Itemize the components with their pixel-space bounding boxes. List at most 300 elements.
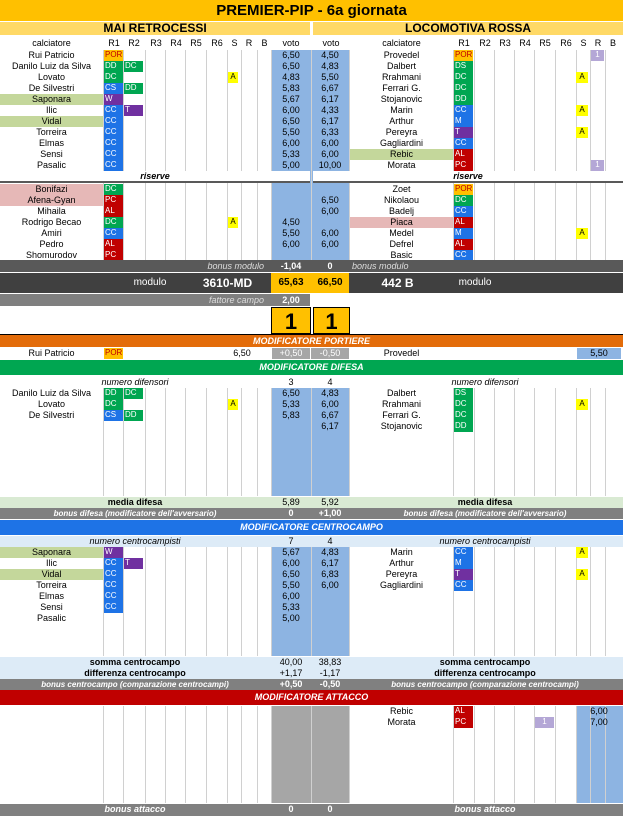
attacco-home-bonus: 0 — [288, 804, 294, 814]
col-header: voto — [282, 38, 300, 48]
difesa-home-media: 5,89 — [282, 497, 300, 507]
col-header: R6 — [211, 38, 223, 48]
difesa-away-num: 4 — [327, 377, 333, 387]
attacco-away-bonus: 0 — [327, 804, 333, 814]
role-badge: CC — [104, 127, 123, 138]
role-badge: CC — [104, 591, 123, 602]
centro-away-row — [0, 569, 623, 580]
role-badge: CC — [104, 105, 123, 116]
s-flag: A — [228, 399, 238, 410]
reserve-away-name: Basic — [390, 250, 413, 260]
difesa-away-row — [0, 421, 623, 432]
role-badge: POR — [455, 184, 473, 193]
starter-home-name: Ilic — [46, 105, 57, 115]
starter-away-name: Rebic — [350, 149, 453, 160]
portiere-home-mod: +0,50 — [272, 348, 310, 359]
starter-home-name: Lovato — [37, 72, 66, 82]
team-header: MAI RETROCESSI — [0, 22, 310, 35]
reserve-away-vote: 6,50 — [321, 195, 339, 205]
role-badge: CC — [104, 558, 123, 569]
centro-bonus-label: bonus centrocampo (comparazione centrocampi) — [41, 680, 229, 689]
role-badge: POR — [105, 50, 123, 59]
role-badge: M — [454, 116, 473, 127]
starter-home-vote: 5,00 — [282, 160, 300, 170]
attacco-bonus-label: bonus attacco — [454, 804, 516, 814]
starter-home-name: De Silvestri — [28, 83, 75, 93]
difesa-num-label: numero difensori — [101, 377, 169, 387]
difesa-home-vote: 5,83 — [282, 410, 300, 420]
starter-home-vote: 6,00 — [282, 105, 300, 115]
centro-home-diff: +1,17 — [279, 668, 303, 678]
centro-away-num: 4 — [327, 536, 333, 546]
role-badge: DC — [104, 217, 123, 228]
starter-away-name: Morata — [387, 160, 416, 170]
col-header: R6 — [560, 38, 572, 48]
reserve-home-vote: 6,00 — [282, 239, 300, 249]
starter-home-vote: 5,33 — [282, 149, 300, 159]
centro-away-vote: 6,00 — [321, 580, 339, 590]
role-badge: AL — [454, 149, 473, 160]
role-badge: DC — [454, 410, 473, 421]
r-flag: A — [576, 228, 588, 239]
reserve-away-name: Zoet — [392, 184, 411, 194]
centrocampo-header: MODIFICATORE CENTROCAMPO — [0, 520, 623, 535]
col-header: R — [245, 38, 253, 48]
starter-away-vote: 4,33 — [321, 105, 339, 115]
r-flag: A — [576, 105, 588, 116]
role-badge: W — [104, 94, 123, 105]
difesa-away-vote: 6,17 — [321, 421, 339, 431]
reserve-away-name: Piaca — [350, 217, 453, 228]
col-header: B — [261, 38, 268, 48]
difesa-home-vote: 6,50 — [282, 388, 300, 398]
starter-away-name: Arthur — [389, 116, 414, 126]
starter-home-vote: 5,67 — [282, 94, 300, 104]
divider — [313, 181, 623, 183]
role-badge: AL — [454, 217, 473, 228]
difesa-home-name: De Silvestri — [28, 410, 75, 420]
starter-away-vote: 4,83 — [321, 61, 339, 71]
role-badge: DD — [124, 83, 143, 94]
role-badge: CC — [454, 580, 473, 591]
role-badge: CC — [454, 105, 473, 116]
difesa-home-name: Danilo Luiz da Silva — [11, 388, 92, 398]
centro-diff-label: differenza centrocampo — [434, 668, 536, 678]
role-badge: T — [454, 569, 473, 580]
starter-home-name: Torreira — [36, 127, 67, 137]
starter-away-name: Pereyra — [385, 127, 418, 137]
starter-away-row — [0, 50, 623, 61]
difesa-bonus-label: bonus difesa (modificatore dell'avversario) — [53, 509, 217, 518]
col-header: R1 — [108, 38, 120, 48]
reserve-away-name: Medel — [389, 228, 414, 238]
reserve-home-name: Rodrigo Becao — [21, 217, 82, 227]
centro-home-name: Pasalic — [36, 613, 66, 623]
portiere-row — [0, 348, 623, 359]
role-badge: POR — [455, 50, 473, 59]
role-badge: DD — [104, 388, 123, 399]
difesa-away-row — [0, 410, 623, 421]
attacco-away-row — [0, 717, 623, 728]
role-badge: DC — [454, 83, 473, 94]
centro-home-vote: 6,00 — [282, 591, 300, 601]
starter-home-name: Sensi — [40, 149, 63, 159]
difesa-away-vote: 6,00 — [321, 399, 339, 409]
difesa-away-row — [0, 399, 623, 410]
starter-away-vote: 10,00 — [318, 160, 342, 170]
starter-away-name: Provedel — [383, 50, 420, 60]
role-badge: W — [104, 547, 123, 558]
role-badge: PC — [454, 160, 473, 171]
role-badge: AL — [104, 239, 123, 250]
centro-away-row — [0, 580, 623, 591]
centro-home-name: Torreira — [36, 580, 67, 590]
starter-home-vote: 6,50 — [282, 116, 300, 126]
role-badge: CC — [104, 138, 123, 149]
role-badge: CC — [104, 228, 123, 239]
starter-home-name: Danilo Luiz da Silva — [11, 61, 92, 71]
centro-home-row — [0, 613, 623, 624]
role-badge: AL — [104, 206, 123, 217]
centro-home-vote: 5,67 — [282, 547, 300, 557]
team-header: LOCOMOTIVA ROSSA — [313, 22, 623, 35]
reserve-home-name: Afena-Gyan — [0, 195, 103, 206]
b-flag: 1 — [591, 50, 604, 61]
starter-home-name: Pasalic — [36, 160, 66, 170]
reserve-away-vote: 6,00 — [321, 206, 339, 216]
col-header: R5 — [190, 38, 202, 48]
portiere-header: MODIFICATORE PORTIERE — [0, 335, 623, 347]
col-header: calciatore — [382, 38, 421, 48]
col-header: S — [580, 38, 587, 48]
centro-home-vote: 5,50 — [282, 580, 300, 590]
centro-somma-label: somma centrocampo — [439, 657, 531, 667]
role-badge: PC — [104, 250, 123, 261]
centro-num-label: numero centrocampisti — [89, 536, 181, 546]
centro-away-vote: 6,17 — [321, 558, 339, 568]
r-flag: A — [576, 547, 588, 558]
role-badge: DD — [124, 410, 143, 421]
centro-away-name: Arthur — [389, 558, 414, 568]
col-header: R2 — [479, 38, 491, 48]
difesa-bonus-label: bonus difesa (modificatore dell'avversario) — [403, 509, 567, 518]
col-header: calciatore — [32, 38, 71, 48]
starter-away-vote: 6,17 — [321, 94, 339, 104]
col-header: R4 — [170, 38, 182, 48]
reserve-away-vote: 6,00 — [321, 228, 339, 238]
role-badge: CC — [104, 602, 123, 613]
starter-away-vote: 6,17 — [321, 116, 339, 126]
difesa-away-name: Ferrari G. — [382, 410, 421, 420]
starter-away-row — [0, 72, 623, 83]
starter-home-vote: 4,83 — [282, 72, 300, 82]
difesa-num-row — [0, 377, 623, 388]
portiere-home-vote: 6,50 — [233, 348, 251, 358]
centro-home-row — [0, 591, 623, 602]
reserve-away-name: Nikolaou — [383, 195, 420, 205]
reserve-header: riserve — [0, 171, 310, 182]
centro-home-vote: 5,00 — [282, 613, 300, 623]
column-header-row — [0, 38, 623, 49]
centro-home-vote: 5,33 — [282, 602, 300, 612]
centro-home-name: Elmas — [38, 591, 64, 601]
role-badge: CC — [104, 116, 123, 127]
r-flag: A — [576, 72, 588, 83]
total-away: 66,50 — [311, 273, 349, 293]
starter-home-vote: 5,83 — [282, 83, 300, 93]
col-header: R4 — [519, 38, 531, 48]
reserve-home-name: Pedro — [39, 239, 64, 249]
portiere-away-mod: -0,50 — [311, 348, 349, 359]
role-badge: DC — [454, 72, 473, 83]
centro-away-name: Marin — [390, 547, 413, 557]
b-flag: 1 — [535, 717, 554, 728]
difesa-bonus — [0, 508, 623, 519]
role-badge: POR — [105, 348, 123, 357]
page-title: PREMIER-PIP - 6a giornata — [0, 0, 623, 21]
starter-away-row — [0, 138, 623, 149]
centro-home-vote: 6,50 — [282, 569, 300, 579]
starter-away-name: Gagliardini — [379, 138, 424, 148]
centro-away-row — [0, 547, 623, 558]
col-header: R2 — [128, 38, 140, 48]
bonus-modulo-label: bonus modulo — [207, 261, 264, 271]
modulo-home: 3610-MD — [202, 276, 253, 290]
centro-home-name: Sensi — [40, 602, 63, 612]
col-header: R3 — [150, 38, 162, 48]
reserve-away-name: Badelj — [388, 206, 415, 216]
role-badge: DC — [104, 184, 123, 195]
starter-away-vote: 6,67 — [321, 83, 339, 93]
starter-home-name: Saponara — [0, 94, 103, 105]
starter-away-row — [0, 149, 623, 160]
role-badge: DC — [454, 195, 473, 206]
difesa-media-label: media difesa — [107, 497, 163, 507]
reserve-away-row — [0, 195, 623, 206]
reserve-away-name: Defrel — [389, 239, 414, 249]
starter-away-vote: 4,50 — [321, 50, 339, 60]
role-badge: PC — [104, 195, 123, 206]
attacco-away-name: Rebic — [389, 706, 413, 716]
centro-home-bonus: +0,50 — [279, 679, 303, 689]
role-badge: M — [454, 558, 473, 569]
starter-away-row — [0, 116, 623, 127]
starter-home-vote: 6,00 — [282, 138, 300, 148]
role-badge: T — [124, 558, 143, 569]
difesa-away-row — [0, 388, 623, 399]
starter-away-vote: 6,33 — [321, 127, 339, 137]
difesa-away-media: 5,92 — [321, 497, 339, 507]
starter-home-vote: 6,50 — [282, 50, 300, 60]
difesa-away-name: Rrahmani — [381, 399, 421, 409]
s-flag: A — [228, 72, 238, 83]
centro-home-row — [0, 602, 623, 613]
starter-away-row — [0, 160, 623, 171]
difesa-home-num: 3 — [288, 377, 294, 387]
starter-home-name: Elmas — [38, 138, 64, 148]
role-badge: DC — [454, 399, 473, 410]
starter-away-row — [0, 83, 623, 94]
role-badge: DD — [104, 61, 123, 72]
centro-bonus — [0, 679, 623, 690]
reserve-away-row — [0, 239, 623, 250]
difesa-away-bonus: +1,00 — [318, 508, 342, 518]
score-away: 1 — [313, 307, 350, 334]
starter-home-name: Rui Patricio — [28, 50, 75, 60]
centro-somma-label: somma centrocampo — [89, 657, 181, 667]
modulo-away: 442 B — [381, 276, 414, 290]
reserve-away-row — [0, 206, 623, 217]
role-badge: DC — [104, 399, 123, 410]
centro-home-name: Vidal — [0, 569, 103, 580]
centro-away-vote: 6,83 — [321, 569, 339, 579]
col-header: R — [594, 38, 602, 48]
role-badge: CC — [104, 149, 123, 160]
centro-away-row — [0, 558, 623, 569]
starter-home-vote: 5,50 — [282, 127, 300, 137]
role-badge: CC — [454, 547, 473, 558]
role-badge: CC — [454, 138, 473, 149]
role-badge: CC — [104, 580, 123, 591]
centro-home-name: Ilic — [46, 558, 57, 568]
reserve-home-name: Bonifazi — [0, 184, 103, 195]
difesa-media — [0, 497, 623, 508]
starter-home-name: Vidal — [0, 116, 103, 127]
difesa-away-name: Dalbert — [386, 388, 416, 398]
difesa-num-label: numero difensori — [451, 377, 519, 387]
starter-home-vote: 6,50 — [282, 61, 300, 71]
difesa-away-name: Stojanovic — [380, 421, 423, 431]
difesa-home-bonus: 0 — [288, 508, 294, 518]
centro-away-diff: -1,17 — [319, 668, 341, 678]
reserve-home-vote: 5,50 — [282, 228, 300, 238]
starter-away-name: Ferrari G. — [382, 83, 421, 93]
r-flag: A — [576, 399, 588, 410]
attacco-away-vote: 6,00 — [590, 706, 608, 716]
role-badge: DC — [124, 388, 143, 399]
starter-away-row — [0, 127, 623, 138]
total-home: 65,63 — [271, 273, 311, 293]
role-badge: CC — [454, 250, 473, 261]
centro-home-vote: 6,00 — [282, 558, 300, 568]
role-badge: DC — [104, 72, 123, 83]
bonus-modulo-away: 0 — [327, 261, 333, 271]
reserve-header: riserve — [313, 171, 623, 182]
fattore-campo-value: 2,00 — [282, 295, 300, 305]
bonus-modulo-home: -1,04 — [280, 261, 302, 271]
role-badge: CC — [104, 569, 123, 580]
reserve-home-name: Amiri — [41, 228, 62, 238]
fattore-campo-label: fattore campo — [208, 295, 264, 305]
bonus-modulo-label: bonus modulo — [352, 261, 409, 271]
s-flag: A — [228, 217, 238, 228]
centro-num-label: numero centrocampisti — [439, 536, 531, 546]
modulo-label: modulo — [458, 277, 492, 288]
portiere-away-vote: 5,50 — [577, 348, 621, 359]
role-badge: AL — [454, 239, 473, 250]
attacco-header: MODIFICATORE ATTACCO — [0, 690, 623, 705]
r-flag: A — [576, 569, 588, 580]
reserve-away-vote: 6,00 — [321, 239, 339, 249]
centro-diff-label: differenza centrocampo — [84, 668, 186, 678]
centro-away-name: Gagliardini — [379, 580, 424, 590]
role-badge: DC — [124, 61, 143, 72]
role-badge: DS — [454, 61, 473, 72]
starter-away-vote: 6,00 — [321, 149, 339, 159]
difesa-home-vote: 5,33 — [282, 399, 300, 409]
centro-num — [0, 536, 623, 547]
role-badge: CS — [104, 83, 123, 94]
starter-away-row — [0, 61, 623, 72]
difesa-away-vote: 4,83 — [321, 388, 339, 398]
score-home: 1 — [271, 307, 311, 334]
starter-away-row — [0, 94, 623, 105]
attacco-away-vote: 7,00 — [590, 717, 608, 727]
role-badge: PC — [454, 717, 473, 728]
role-badge: CC — [104, 160, 123, 171]
portiere-away-name: Provedel — [383, 348, 420, 358]
difesa-home-name: Lovato — [37, 399, 66, 409]
col-header: B — [609, 38, 616, 48]
difesa-away-vote: 6,67 — [321, 410, 339, 420]
role-badge: DD — [454, 421, 473, 432]
reserve-away-row — [0, 217, 623, 228]
centro-somma — [0, 657, 623, 668]
col-header: R1 — [458, 38, 470, 48]
col-header: R5 — [539, 38, 551, 48]
role-badge: T — [454, 127, 473, 138]
reserve-home-vote: 4,50 — [282, 217, 300, 227]
modulo-label: modulo — [133, 277, 167, 288]
attacco-bonus-label: bonus attacco — [104, 804, 166, 814]
reserve-away-vote — [311, 217, 349, 228]
r-flag: A — [576, 127, 588, 138]
attacco-bonus — [0, 804, 623, 815]
role-badge: CS — [104, 410, 123, 421]
centro-home-name: Saponara — [0, 547, 103, 558]
difesa-media-label: media difesa — [457, 497, 513, 507]
role-badge: DS — [454, 388, 473, 399]
starter-away-name: Dalbert — [386, 61, 416, 71]
role-badge: DD — [454, 94, 473, 105]
role-badge: CC — [454, 206, 473, 217]
starter-away-row — [0, 105, 623, 116]
centro-away-name: Pereyra — [385, 569, 418, 579]
role-badge: AL — [454, 706, 473, 717]
centro-away-bonus: -0,50 — [319, 679, 341, 689]
difesa-header: MODIFICATORE DIFESA — [0, 360, 623, 375]
centro-away-vote: 4,83 — [321, 547, 339, 557]
col-header: R3 — [499, 38, 511, 48]
divider — [0, 181, 310, 183]
reserve-away-row — [0, 228, 623, 239]
starter-away-name: Stojanovic — [380, 94, 423, 104]
centro-bonus-label: bonus centrocampo (comparazione centrocampi) — [391, 680, 579, 689]
b-flag: 1 — [591, 160, 604, 171]
role-badge: T — [124, 105, 143, 116]
reserve-away-vote — [311, 184, 349, 195]
starter-away-vote: 5,50 — [321, 72, 339, 82]
portiere-home-name: Rui Patricio — [28, 348, 75, 358]
centro-diff — [0, 668, 623, 679]
centro-home-somma: 40,00 — [279, 657, 303, 667]
role-badge: M — [454, 228, 473, 239]
starter-away-name: Rrahmani — [381, 72, 421, 82]
centro-away-somma: 38,83 — [318, 657, 342, 667]
starter-away-name: Marin — [390, 105, 413, 115]
reserve-home-name: Shomurodov — [25, 250, 78, 260]
attacco-away-row — [0, 706, 623, 717]
